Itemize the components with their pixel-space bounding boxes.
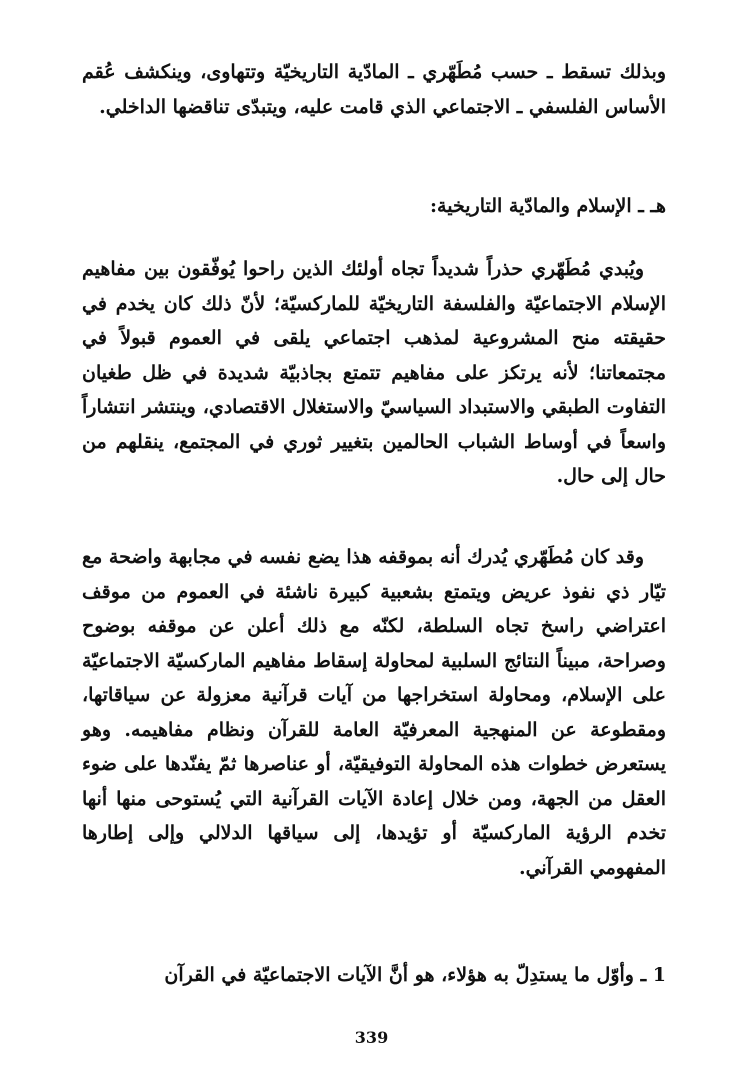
paragraph-confronting-the-current: وقد كان مُطَهّري يُدرك أنه بموقفه هذا يضع نفسه في مجابهة واضحة مع تيّار ذي نفوذ عريض ويتمتع بشعبية كبيرة ناشئة في العموم من موقف اعتراضي راسخ تجاه السلطة، لكنّه مع ذلك أعلن عن موقفه بوضوح وصراحة، مبيناً النتائج السلبية لمحاولة إسقاط مفاهيم الماركسيّة الاجتماعيّة على الإسلام، ومحاولة استخراجها من آيات قرآنية معزولة عن سياقاتها، ومقطوعة عن المنهجية المعرفيّة العامة للقرآن ونظام مفاهيمه. وهو يستعرض خطوات هذه المحاولة التوفيقيّة، أو عناصرها ثمّ يفنّدها على ضوء العقل من الجهة، ومن خلال إعادة الآيات القرآنية التي يُستوحى منها أنها تخدم الرؤية الماركسيّة أو تؤيدها، إلى سياقها الدلالي وإلى إطارها المفهومي القرآني.	[82, 546, 666, 879]
paragraph-caution-against-reconciliation: ويُبدي مُطَهّري حذراً شديداً تجاه أولئك الذين راحوا يُوفّقون بين مفاهيم الإسلام الاجتماعيّة والفلسفة التاريخيّة للماركسيّة؛ لأنّ ذلك كان يخدم في حقيقته منح المشروعية لمذهب اجتماعي يلقى في العموم قبولاً في مجتمعاتنا؛ لأنه يرتكز على مفاهيم تتمتع بجاذبيّة شديدة في ظل طغيان التفاوت الطبقي والاستبداد السياسيّ والاستغلال الاقتصادي، وينتشر انتشاراً واسعاً في أوساط الشباب الحالمين بتغيير ثوري في المجتمع، ينقلهم من حال إلى حال.	[82, 258, 666, 487]
paragraph-collapse-of-historical-materialism: وبذلك تسقط ـ حسب مُطَهّري ـ المادّية التاريخيّة وتتهاوى، وينكشف عُقم الأساس الفلسفي ـ الاجتماعي الذي قامت عليه، ويتبدّى تناقضها الداخلي.	[82, 61, 666, 118]
section-heading: هـ ـ الإسلام والمادّية التاريخية:	[430, 195, 666, 217]
paragraph-first-argument: 1 ـ وأوّل ما يستدِلّ به هؤلاء، هو أنَّ الآيات الاجتماعيّة في القرآن	[164, 964, 666, 986]
page-number: 339	[354, 1028, 389, 1047]
